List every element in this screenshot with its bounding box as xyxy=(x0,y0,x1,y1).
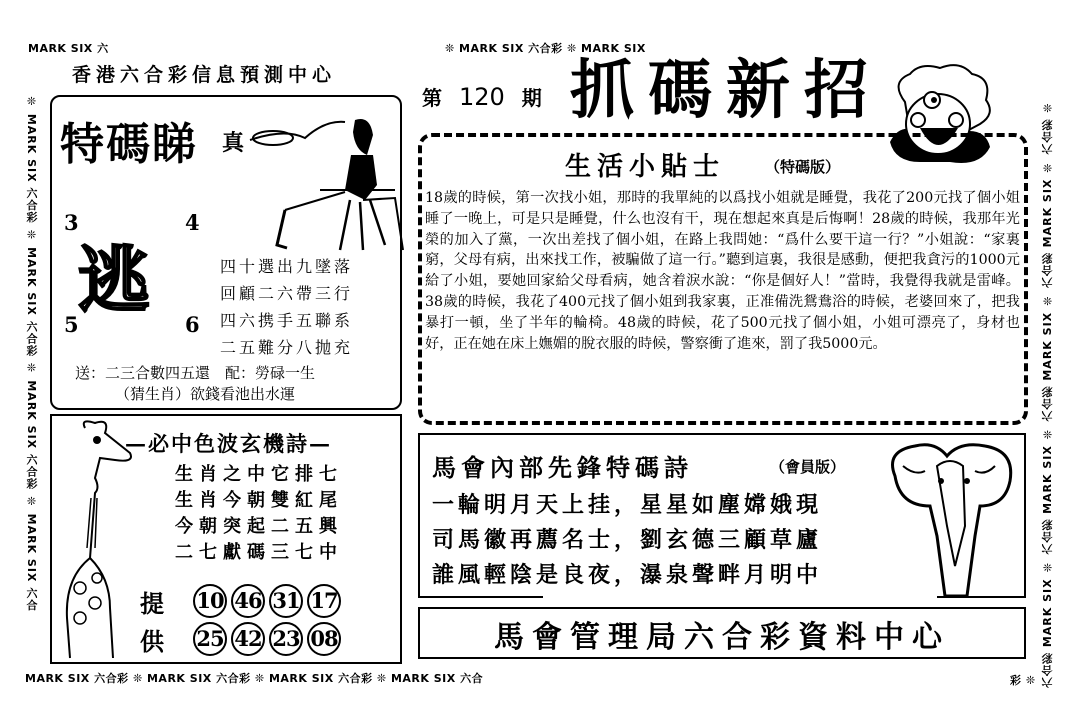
tema-poem-line: 二五難分八抛充 xyxy=(220,338,354,357)
life-tips-edition: （特碼版） xyxy=(765,158,841,176)
tema-poem-line: 回顧二六帶三行 xyxy=(220,284,354,303)
color-poem-line: 生肖今朝雙紅尾 xyxy=(175,490,343,511)
number-ball: 17 xyxy=(307,584,341,618)
number-ball: 25 xyxy=(193,622,227,656)
tema-poem xyxy=(220,253,353,361)
color-poem-title: —必中色波玄機詩— xyxy=(125,431,332,456)
watermark-bottom: MARK SIX 六合彩 ❊ MARK SIX 六合彩 ❊ MARK SIX 六合彩 ❊ MARK SIX 六合 xyxy=(25,672,484,685)
life-tips-story xyxy=(425,188,1020,354)
horse-poem-line: 一輪明月天上挂，星星如塵嫦娥現 xyxy=(432,492,823,518)
watermark-right: 六合彩 MARK SIX ❊ 六合彩 MARK SIX ❊ 六合彩 MARK SIX ❊ 六合彩 MARK SIX ❊ 六合彩 ❊ xyxy=(1041,100,1054,688)
life-tips-story-text: 18歲的時候，第一次找小姐，那時的我單純的以爲找小姐就是睡覺，我花了200元找了個小姐睡了一晚上，可是只是睡覺，什么也沒有干，現在想起來真是后悔啊！28歲的時候，我那年光榮的加入了黨，一次出差找了個小姐，在路上我問她：“爲什么要干這一行？”小姐說：“家裏窮，父母有病，出來找工作，被騙做了這一行。”聽到這裏，我很是感動，便把我貪污的1000元給了小姐，要她回家給父母看病，她含着淚水說：“你是個好人！”當時，我覺得我就是雷峰。38歲的時候，我花了400元找了個小姐到我家裏，正准備洗鴛鴦浴的時候，老婆回來了，把我暴打一頓，坐了半年的輪椅。48歲的時候，花了500元找了個小姐，小姐可漂亮了，身材也好，正在她在床上嫵媚的脫衣服的時候，警察衝了進來，罰了我5000元。 xyxy=(425,190,1020,352)
color-poem-lines xyxy=(175,462,343,566)
whip-woman-icon xyxy=(245,110,405,260)
provide-label-2: 供 xyxy=(140,627,164,656)
color-poem-line: 今朝突起二五興 xyxy=(175,516,343,537)
issue-number: 120 xyxy=(458,83,505,111)
page-title: 抓碼新招 xyxy=(570,53,882,128)
tema-riddle: （猜生肖）欲錢看池出水運 xyxy=(115,385,296,403)
number-ball: 08 xyxy=(307,622,341,656)
tema-poem-line: 四十選出九墜落 xyxy=(220,257,354,276)
number-row-1 xyxy=(193,584,345,618)
horse-poem-title: 馬會內部先鋒特碼詩 xyxy=(432,453,693,482)
issue-prefix: 第 xyxy=(422,86,442,110)
watermark-bottom-right: 彩 ❊ xyxy=(1010,674,1036,687)
number-ball: 46 xyxy=(231,584,265,618)
number-row-2 xyxy=(193,622,345,656)
watermark-left: ❊ MARK SIX 六合彩 ❊ MARK SIX 六合彩 ❊ MARK SIX 六合彩 ❊ MARK SIX 六合 xyxy=(25,95,38,612)
watermark-top-center: ❊ MARK SIX 六合彩 ❊ MARK SIX xyxy=(445,42,646,55)
issue-suffix: 期 xyxy=(521,86,542,110)
number-ball: 31 xyxy=(269,584,303,618)
horse-poem-line: 誰風輕陰是良夜，瀑泉聲畔月明中 xyxy=(432,562,823,588)
center-name: 香港六合彩信息預測中心 xyxy=(72,64,337,86)
number-ball: 23 xyxy=(269,622,303,656)
tema-big-char: 逃 xyxy=(78,237,151,322)
tema-number-1: 3 xyxy=(64,210,79,235)
number-ball: 42 xyxy=(231,622,265,656)
horse-poem-lines xyxy=(432,488,822,593)
tema-poem-line: 四六携手五聯系 xyxy=(220,311,354,330)
tema-title: 特碼睇 xyxy=(60,119,198,170)
tema-number-3: 5 xyxy=(64,312,79,337)
life-tips-title: 生活小貼士 xyxy=(565,152,726,182)
watermark-top-left: MARK SIX 六 xyxy=(28,42,109,55)
issue-label xyxy=(422,82,542,111)
horse-poem-edition: （會員版） xyxy=(770,458,846,476)
horse-poem-line: 司馬徽再薦名士，劉玄德三顧草廬 xyxy=(432,527,823,553)
color-poem-line: 生肖之中它排七 xyxy=(175,464,343,485)
tema-subtitle: 真 xyxy=(222,130,245,156)
color-poem-line: 二七獻碼三七中 xyxy=(175,542,343,563)
tema-number-2: 4 xyxy=(185,210,200,235)
number-ball: 10 xyxy=(193,584,227,618)
elephant-icon xyxy=(875,436,1025,598)
tema-number-4: 6 xyxy=(185,312,200,337)
horse-poem-box-bottom-left xyxy=(418,596,543,598)
footer-banner-text: 馬會管理局六合彩資料中心 xyxy=(494,620,950,655)
tema-send: 送：二三合數四五還 配：勞碌一生 xyxy=(75,364,316,382)
provide-label-1: 提 xyxy=(140,589,164,618)
